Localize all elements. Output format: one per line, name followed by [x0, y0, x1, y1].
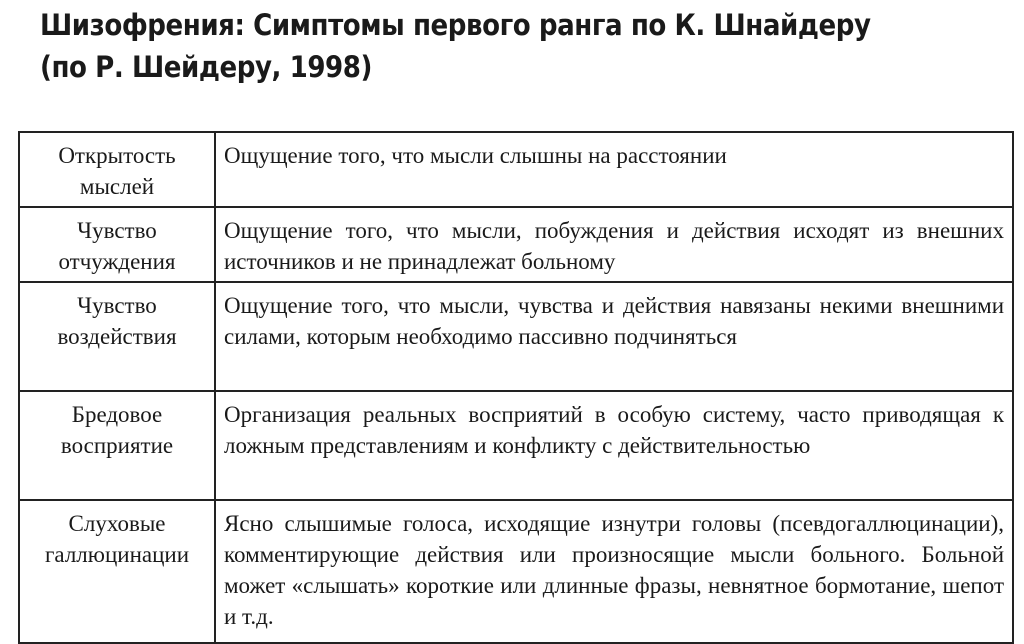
symptom-definition: Ясно слышимые голоса, исходящие изнутри головы (псевдогаллюцинации), комментирующие действия или произносящие мысли больного. Больной может «слышать» короткие или длинные фразы, невнятное бормотание, шепот и т.д. [215, 500, 1013, 643]
symptom-definition: Ощущение того, что мысли, побуждения и действия исходят из внешних источников и не принадлежат больному [215, 207, 1013, 282]
symptom-definition: Ощущение того, что мысли слышны на расстоянии [215, 132, 1013, 207]
table-row [19, 282, 1013, 391]
symptom-term: Бредовое восприятие [19, 391, 215, 500]
symptom-term: Слуховые галлюцинации [19, 500, 215, 643]
symptoms-table [18, 131, 1014, 644]
table-row [19, 500, 1013, 643]
table-row [19, 132, 1013, 207]
symptom-term: Открытость мыслей [19, 132, 215, 207]
symptom-definition: Ощущение того, что мысли, чувства и действия навязаны некими внешними силами, которым необходимо пассивно подчиняться [215, 282, 1013, 391]
symptom-definition: Организация реальных восприятий в особую систему, часто приводящая к ложным представлениям и конфликту с действительностью [215, 391, 1013, 500]
table-row [19, 391, 1013, 500]
title-line-2: (по Р. Шейдеру, 1998) [40, 50, 372, 84]
symptom-term: Чувство отчуждения [19, 207, 215, 282]
title-line-1: Шизофрения: Симптомы первого ранга по К. Шнайдеру [40, 8, 871, 42]
table-row [19, 207, 1013, 282]
symptom-term: Чувство воздействия [19, 282, 215, 391]
page-title [40, 4, 904, 88]
